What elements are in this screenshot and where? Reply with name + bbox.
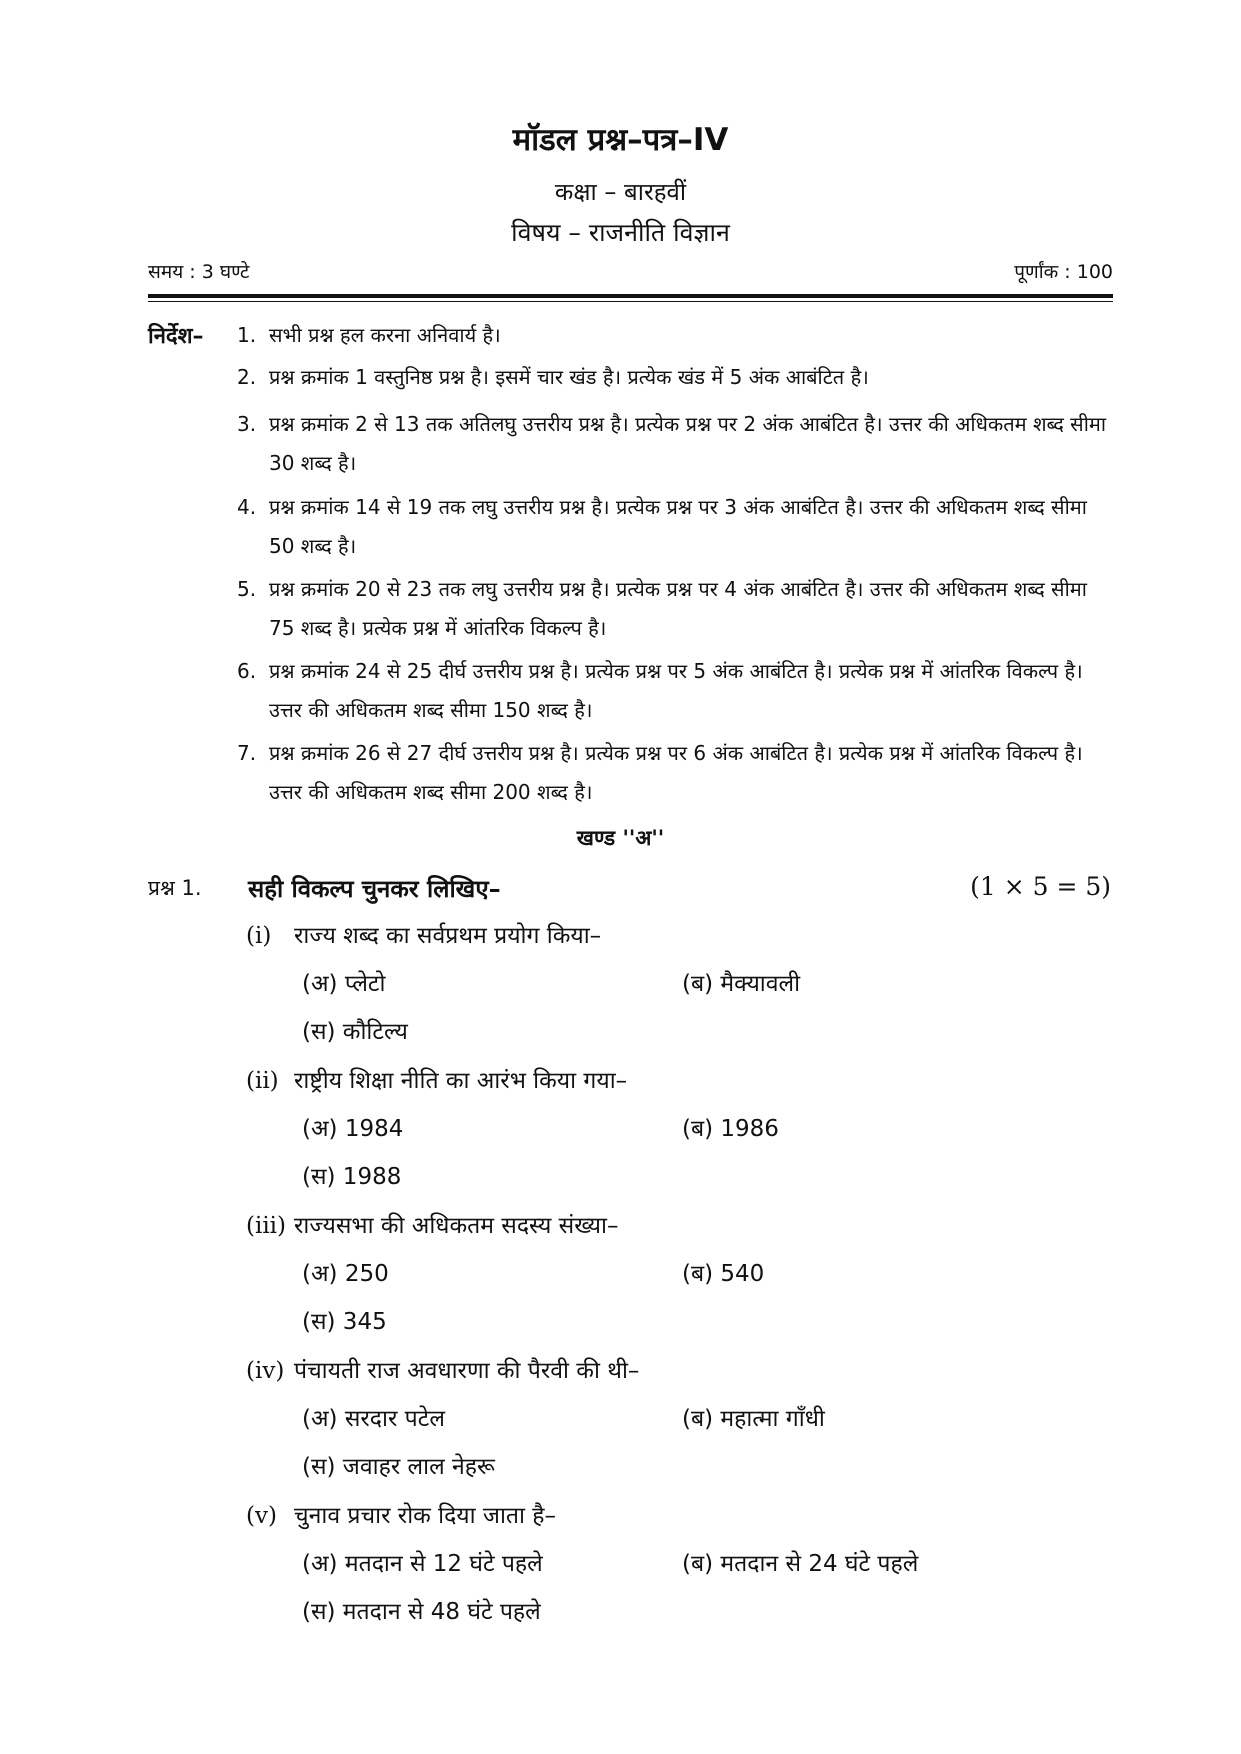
instruction-item [237,734,1117,812]
instruction-number: 5. [237,577,257,601]
header-rule-thin [148,301,1113,302]
instruction-item [237,316,1117,355]
option-a: (अ) 1984 [302,1116,404,1142]
option-c: (स) जवाहर लाल नेहरू [302,1454,495,1480]
sub-question-number: (iii) [246,1213,287,1239]
instruction-number: 1. [237,323,257,347]
instruction-text: प्रश्न क्रमांक 20 से 23 तक लघु उत्तरीय प्रश्न है। प्रत्येक प्रश्न पर 4 अंक आबंटित है। उत्तर की अधिकतम शब्द सीमा 75 शब्द है। प्रत्येक प्रश्न में आंतरिक विकल्प है। [269,577,1087,640]
instruction-text: प्रश्न क्रमांक 1 वस्तुनिष्ठ प्रश्न है। इसमें चार खंड है। प्रत्येक खंड में 5 अंक आबंटित है। [269,365,869,389]
option-b: (ब) मैक्यावली [682,971,801,997]
sub-question-number: (ii) [246,1068,279,1094]
option-c: (स) कौटिल्य [302,1019,408,1045]
max-marks: पूर्णांक : 100 [1014,261,1113,283]
sub-question [246,918,601,950]
instruction-text: प्रश्न क्रमांक 26 से 27 दीर्घ उत्तरीय प्रश्न है। प्रत्येक प्रश्न पर 6 अंक आबंटित है। प्रत्येक प्रश्न में आंतरिक विकल्प है। उत्तर की अधिकतम शब्द सीमा 200 शब्द है। [269,741,1083,804]
sub-question-number: (v) [246,1503,277,1529]
sub-question-text: राष्ट्रीय शिक्षा नीति का आरंभ किया गया– [294,1068,628,1094]
instruction-number: 2. [237,365,257,389]
instruction-text: सभी प्रश्न हल करना अनिवार्य है। [269,323,501,347]
option-a: (अ) सरदार पटेल [302,1406,445,1432]
instruction-text: प्रश्न क्रमांक 24 से 25 दीर्घ उत्तरीय प्रश्न है। प्रत्येक प्रश्न पर 5 अंक आबंटित है। प्रत्येक प्रश्न में आंतरिक विकल्प है। उत्तर की अधिकतम शब्द सीमा 150 शब्द है। [269,659,1083,722]
sub-question [246,1498,556,1530]
option-b: (ब) 1986 [682,1116,779,1142]
instruction-item [237,652,1117,730]
option-c: (स) 1988 [302,1164,402,1190]
option-b: (ब) महात्मा गाँधी [682,1406,825,1432]
option-a: (अ) मतदान से 12 घंटे पहले [302,1551,543,1577]
option-c: (स) 345 [302,1309,387,1335]
section-heading: खण्ड ''अ'' [576,826,665,850]
sub-question-number: (iv) [246,1358,285,1384]
subject-line: विषय – राजनीति विज्ञान [511,218,730,247]
sub-question-text: राज्य शब्द का सर्वप्रथम प्रयोग किया– [294,923,602,949]
instructions-label: निर्देश– [148,324,204,349]
instruction-item [237,570,1117,648]
question-marks: (1 × 5 = 5) [970,872,1111,901]
sub-question-text: पंचायती राज अवधारणा की पैरवी की थी– [294,1358,640,1384]
question-label: प्रश्न 1. [148,876,202,900]
option-a: (अ) प्लेटो [302,971,386,997]
sub-question [246,1208,618,1240]
question-text: सही विकल्प चुनकर लिखिए– [248,875,501,903]
sub-question [246,1353,639,1385]
sub-question [246,1063,627,1095]
instruction-number: 7. [237,741,257,765]
option-a: (अ) 250 [302,1261,389,1287]
sub-question-text: राज्यसभा की अधिकतम सदस्य संख्या– [294,1213,619,1239]
page-title: मॉडल प्रश्न–पत्र–IV [512,122,729,158]
instruction-item [237,405,1117,483]
option-c: (स) मतदान से 48 घंटे पहले [302,1599,541,1625]
instruction-text: प्रश्न क्रमांक 2 से 13 तक अतिलघु उत्तरीय प्रश्न है। प्रत्येक प्रश्न पर 2 अंक आबंटित है। उत्तर की अधिकतम शब्द सीमा 30 शब्द है। [269,412,1107,475]
instruction-number: 3. [237,412,257,436]
instruction-item [237,358,1117,397]
option-b: (ब) मतदान से 24 घंटे पहले [682,1551,919,1577]
sub-question-number: (i) [246,923,272,949]
sub-question-text: चुनाव प्रचार रोक दिया जाता है– [294,1503,557,1529]
instruction-number: 4. [237,495,257,519]
instruction-text: प्रश्न क्रमांक 14 से 19 तक लघु उत्तरीय प्रश्न है। प्रत्येक प्रश्न पर 3 अंक आबंटित है। उत्तर की अधिकतम शब्द सीमा 50 शब्द है। [269,495,1087,558]
time-allowed: समय : 3 घण्टे [148,261,250,283]
instruction-item [237,488,1117,566]
instruction-number: 6. [237,659,257,683]
header-rule-thick [148,294,1113,298]
class-line: कक्षा – बारहवीं [554,178,687,206]
option-b: (ब) 540 [682,1261,765,1287]
